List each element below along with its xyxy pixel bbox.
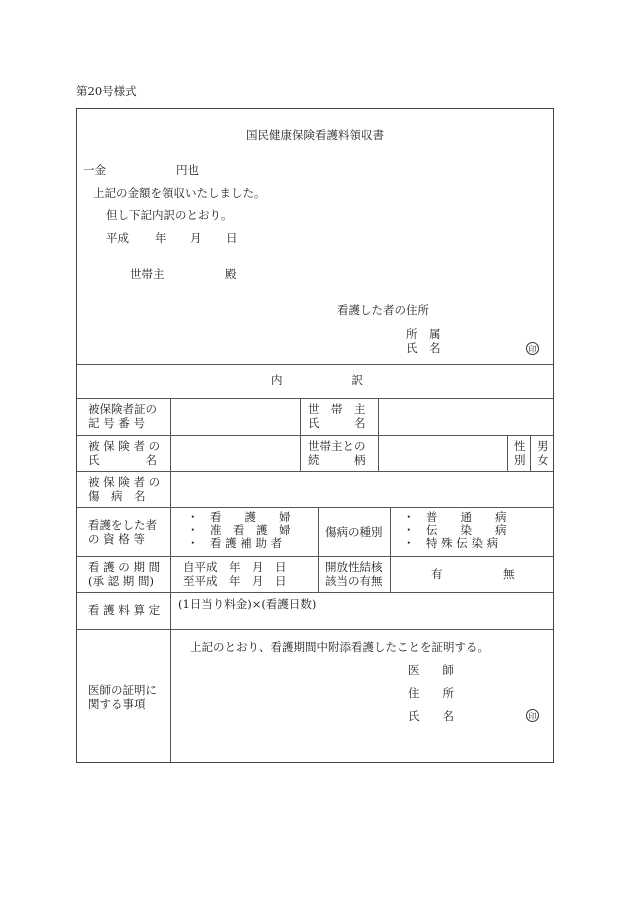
- doctor-title: 医 師: [408, 663, 454, 677]
- period-dates: [183, 560, 287, 588]
- tb-label: 開放性結核 該当の有無: [325, 560, 383, 588]
- honorific: 殿: [225, 267, 237, 281]
- date-year-unit: 年: [155, 231, 167, 245]
- table-line-3: [77, 471, 553, 472]
- disease-type-options: ・ 普 通 病 ・ 伝 染 病 ・ 特 殊 伝 染 病: [403, 510, 507, 550]
- tb-yes: 有: [431, 567, 443, 581]
- injury-label: 被 保 険 者 の 傷 病 名: [88, 475, 161, 503]
- table-col-mid-c: [318, 507, 319, 592]
- breakdown-note: 但し下記内訳のとおり。: [106, 208, 233, 222]
- received-text: 上記の金額を領収いたしました。: [93, 186, 266, 200]
- nurse-address-label: 看護した者の住所: [337, 303, 429, 317]
- insured-name-label: 被 保 険 者 の 氏 名: [88, 439, 161, 467]
- doctor-statement: 上記のとおり、看護期間中附添看護したことを証明する。: [190, 640, 489, 654]
- disease-type-label: 傷病の種別: [325, 525, 383, 539]
- seal-icon: 印: [526, 342, 539, 355]
- period-label: 看 護 の 期 間 (承 認 期 間): [88, 560, 161, 588]
- insured-card-label: 被保険者証の 記 号 番 号: [88, 402, 157, 430]
- table-col-sex-b: [530, 435, 531, 471]
- doctor-name: 氏 名: [408, 709, 454, 723]
- period-from: 自平成 年 月 日: [183, 560, 287, 574]
- period-to: 至平成 年 月 日: [183, 574, 287, 588]
- fee-formula: (1日当り料金)×(看護日数): [178, 597, 317, 611]
- qualification-label: 看護をした者 の 資 格 等: [88, 518, 157, 546]
- table-line-2: [77, 435, 553, 436]
- divider-top: [77, 364, 553, 365]
- form-number: 第20号様式: [76, 84, 137, 98]
- sex-options: 男 女: [537, 439, 549, 467]
- table-line-6: [77, 592, 553, 593]
- tb-no: 無: [503, 567, 515, 581]
- table-col-mid-b: [378, 398, 379, 471]
- qualification-options: ・ 看 護 婦 ・ 准 看 護 婦 ・ 看 護 補 助 者: [187, 510, 291, 550]
- date-day-unit: 日: [226, 231, 238, 245]
- fee-label: 看 護 料 算 定: [88, 603, 161, 617]
- nurse-name-label: 氏 名: [406, 341, 441, 355]
- breakdown-title: 内 訳: [271, 373, 363, 387]
- table-line-1: [77, 398, 553, 399]
- table-col-sex-a: [507, 435, 508, 471]
- amount-prefix: 一金: [83, 163, 106, 177]
- date-month-unit: 月: [190, 231, 202, 245]
- table-col-mid-a: [300, 398, 301, 471]
- table-col-main: [170, 398, 171, 762]
- addressee-label: 世帯主: [130, 267, 165, 281]
- table-line-4: [77, 507, 553, 508]
- table-line-5: [77, 556, 553, 557]
- table-line-7: [77, 629, 553, 630]
- table-col-mid-d: [390, 507, 391, 592]
- relation-label: 世帯主との 続 柄: [308, 439, 366, 467]
- head-name-label: 世 帯 主 氏 名: [308, 402, 366, 430]
- receipt-title: 国民健康保険看護料領収書: [246, 128, 384, 142]
- doctor-address: 住 所: [408, 686, 454, 700]
- doctor-cert-label: 医師の証明に 関する事項: [88, 683, 157, 711]
- date-era: 平成: [106, 231, 129, 245]
- doctor-seal-icon: 印: [526, 709, 539, 722]
- amount-suffix: 円也: [176, 163, 199, 177]
- affiliation-label: 所 属: [406, 327, 441, 341]
- sex-label: 性 別: [514, 439, 526, 467]
